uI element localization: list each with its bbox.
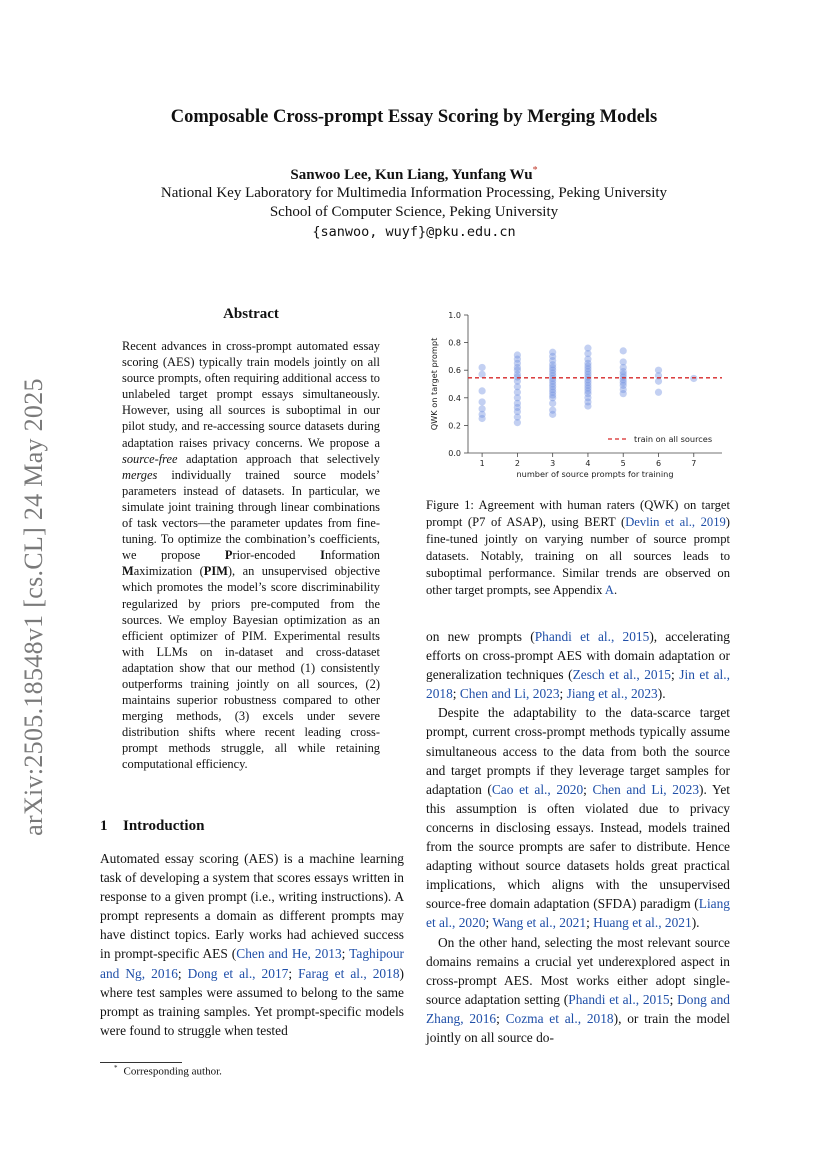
x-tick-label: 1 [479, 459, 485, 468]
x-tick-label: 5 [620, 459, 626, 468]
data-point [655, 378, 662, 385]
data-point [690, 375, 697, 382]
arxiv-stamp [14, 372, 54, 842]
authors: Sanwoo Lee, Kun Liang, Yunfang Wu [290, 167, 533, 183]
footnote-text: Corresponding author. [123, 1065, 222, 1078]
author-footnote-mark[interactable]: * [532, 165, 538, 176]
paragraph: Despite the adaptability to the data-scarce target prompt, current cross-prompt methods typically assume simultaneous access to the data from both the source and target prompts if they leverage target samples for adaptation (Cao et al., 2020; Chen and Li, 2023). Yet this assumption is often violated due to privacy concerns in disclosing essays. Instead, models trained from the source prompts are safer to distribute. Hence adapting without source datasets holds great practical implications, which aligns with the unsupervised source-free domain adaptation (SFDA) paradigm (Liang et al., 2020; Wang et al., 2021; Huang et al., 2021). [426, 705, 730, 931]
author-list [0, 165, 828, 184]
footnote [100, 1064, 222, 1078]
x-tick-label: 3 [550, 459, 556, 468]
footnote-mark: * [114, 1064, 118, 1072]
abstract-body: Recent advances in cross-prompt automated essay scoring (AES) typically train models jointly on all source prompts, often requiring additional access to unlabeled target prompt essays simultaneously. However, using all sources is suboptimal in our pilot study, and re-accessing source datasets during adaptation raises privacy concerns. We propose a source-free adaptation approach that selectively merges individually trained source models’ parameters instead of datasets. In particular, we simulate joint training through linear combinations of task vectors—the parameter updates from fine-tuning. To optimize the combination’s coefficients, we propose Prior-encoded Information Maximization (PIM), an unsupervised objective which promotes the model’s score discriminability regularized by priors pre-computed from the sources. We employ Bayesian optimization as an efficient optimizer of PIM. Experimental results with LLMs on in-dataset and cross-dataset adaptation show that our method (1) consistently outperforms training jointly on all sources, (2) maintains superior robustness compared to other merging methods, (3) excels under severe distribution shifts where recent leading cross-prompt methods struggle, all while retaining computational efficiency. [122, 339, 380, 772]
y-tick-label: 0.0 [448, 449, 461, 458]
author-email: {sanwoo, wuyf}@pku.edu.cn [312, 224, 516, 240]
data-point [479, 371, 486, 378]
x-tick-label: 2 [514, 459, 520, 468]
introduction-body: Automated essay scoring (AES) is a machine learning task of developing a system that scores essays written in response to a given prompt (i.e., writing instructions). A prompt represents a domain as different prompts may have distinct topics. Early works had achieved success in prompt-specific AES (Chen and He, 2013; Taghipour and Ng, 2016; Dong et al., 2017; Farag et al., 2018) where test samples were assumed to belong to the same prompt as training samples. Yet prompt-specific models were found to struggle when tested [100, 851, 404, 1038]
section-heading-introduction [100, 818, 204, 835]
data-point [584, 402, 591, 409]
y-tick-label: 0.8 [448, 338, 461, 348]
abstract-heading: Abstract [223, 306, 279, 322]
affiliation-1: National Key Laboratory for Multimedia Information Processing, Peking University [160, 185, 668, 201]
x-tick-label: 6 [655, 459, 662, 468]
figure-1-chart [420, 305, 730, 485]
footnote-rule [100, 1062, 182, 1063]
data-point [549, 411, 556, 418]
figure-1-caption: Figure 1: Agreement with human raters (QWK) on target prompt (P7 of ASAP), using BERT (Devlin et al., 2019) fine-tuned jointly on varying number of source prompt datasets. Notably, training on all sources leads to suboptimal performance. Similar trends are observed on other target prompts, see Appendix A. [426, 498, 730, 597]
right-column-body [426, 627, 730, 1047]
data-point [620, 347, 627, 354]
paragraph: On the other hand, selecting the most relevant source domains remains a crucial yet underexplored aspect in cross-prompt AES. Most works either adopt single-source adaptation setting (Phandi et al., 2015; Dong and Zhang, 2016; Cozma et al., 2018), or train the model jointly on all source do- [426, 934, 730, 1045]
arxiv-id: arXiv:2505.18548v1 [cs.CL] 24 May 2025 [19, 378, 48, 836]
section-title: Introduction [123, 818, 205, 834]
paper-title: Composable Cross-prompt Essay Scoring by Merging Models [170, 107, 658, 127]
section-number: 1 [100, 818, 108, 834]
data-point [479, 398, 486, 405]
x-tick-label: 7 [691, 459, 697, 468]
data-point [479, 415, 486, 422]
y-tick-label: 0.6 [448, 366, 461, 376]
data-point [479, 364, 486, 371]
y-tick-label: 1.0 [448, 311, 461, 320]
data-point [479, 387, 486, 394]
x-tick-label: 4 [585, 459, 591, 468]
data-point [655, 389, 662, 396]
y-tick-label: 0.2 [448, 421, 461, 431]
y-axis-label: QWK on target prompt [429, 337, 439, 431]
data-point [549, 400, 556, 407]
x-axis-label: number of source prompts for training [516, 469, 674, 479]
paragraph: on new prompts (Phandi et al., 2015), accelerating efforts on cross-prompt AES with domain adaptation or generalization techniques (Zesch et al., 2015; Jin et al., 2018; Chen and Li, 2023; Jiang et al., 2023). [426, 629, 730, 702]
y-tick-label: 0.4 [448, 393, 461, 403]
affiliation-2: School of Computer Science, Peking University [269, 204, 559, 220]
data-point [514, 419, 521, 426]
data-point [620, 390, 627, 397]
legend-label: train on all sources [634, 434, 713, 444]
